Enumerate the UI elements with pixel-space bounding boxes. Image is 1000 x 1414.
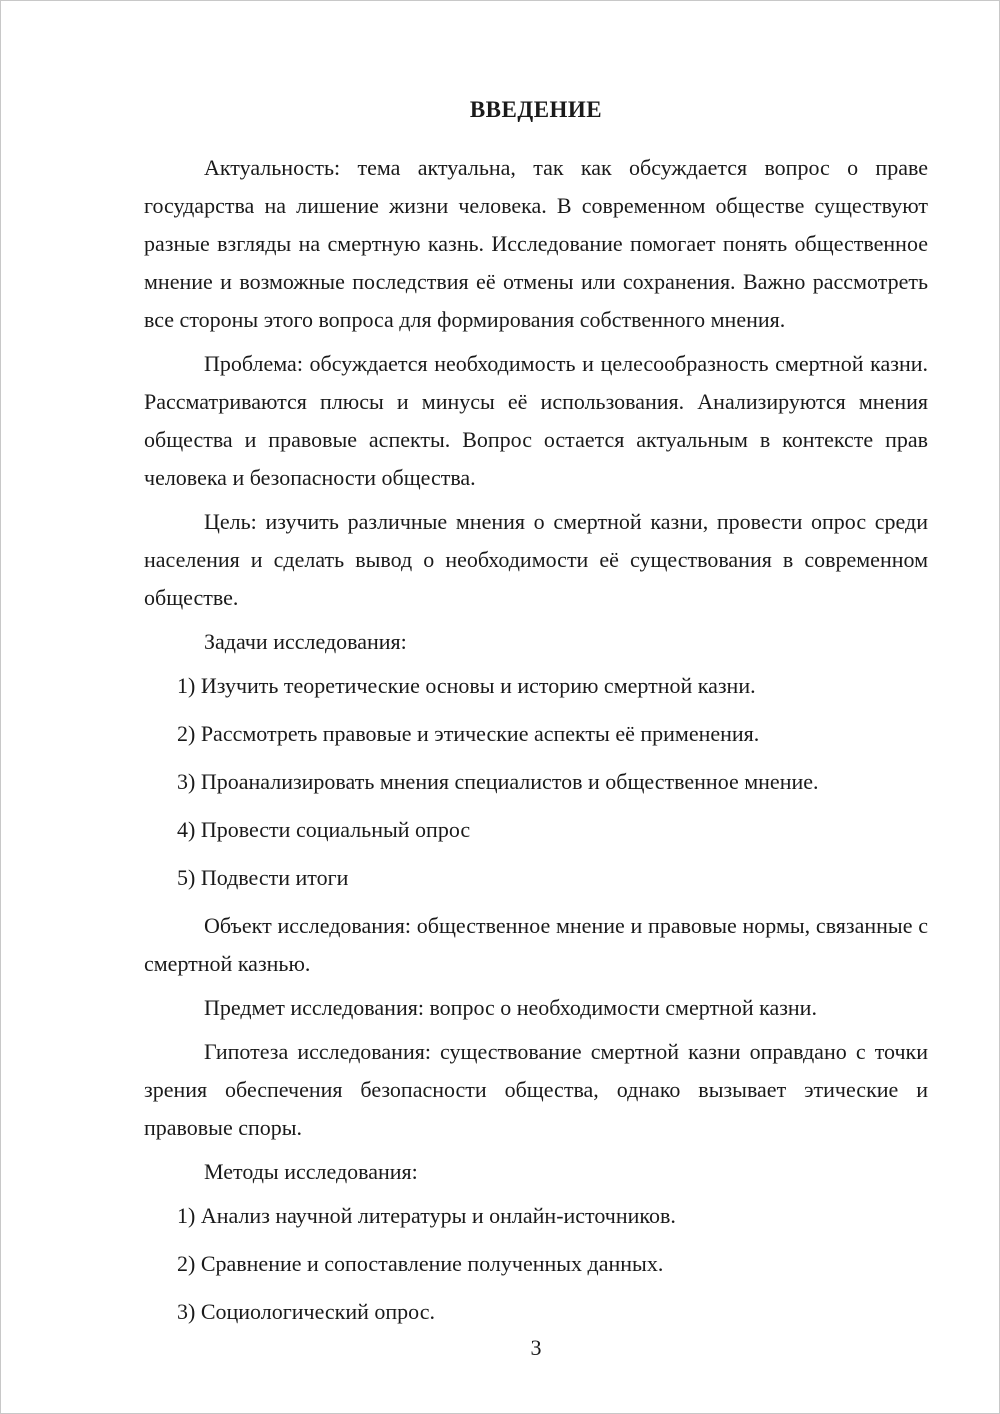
paragraph-hypothesis: Гипотеза исследования: существование смертной казни оправдано с точки зрения обеспечения безопасности общества, однако вызывает этические и правовые споры.: [144, 1039, 928, 1140]
paragraph-goal: Цель: изучить различные мнения о смертной казни, провести опрос среди населения и сделать вывод о необходимости её существования в современном обществе.: [144, 509, 928, 610]
list-item: 2) Рассмотреть правовые и этические аспекты её применения.: [177, 721, 760, 746]
list-item: 3) Проанализировать мнения специалистов и общественное мнение.: [177, 769, 819, 794]
list-item: 4) Провести социальный опрос: [177, 817, 471, 842]
paragraph-object: Объект исследования: общественное мнение и правовые нормы, связанные с смертной казнью.: [144, 913, 928, 976]
paragraph-subject: Предмет исследования: вопрос о необходимости смертной казни.: [204, 995, 817, 1020]
paragraph-relevance: Актуальность: тема актуальна, так как обсуждается вопрос о праве государства на лишение жизни человека. В современном обществе существуют разные взгляды на смертную казнь. Исследование помогает понять общественное мнение и возможные последствия её отмены или сохранения. Важно рассмотреть все стороны этого вопроса для формирования собственного мнения.: [144, 155, 928, 332]
list-item: 1) Анализ научной литературы и онлайн-источников.: [177, 1203, 676, 1228]
paragraph-problem: Проблема: обсуждается необходимость и целесообразность смертной казни. Рассматриваются плюсы и минусы её использования. Анализируются мнения общества и правовые аспекты. Вопрос остается актуальным в контексте прав человека и безопасности общества.: [144, 351, 928, 490]
methods-heading: Методы исследования:: [204, 1159, 418, 1184]
tasks-list: [144, 667, 928, 897]
list-item: 5) Подвести итоги: [177, 865, 349, 890]
list-item: 3) Социологический опрос.: [177, 1299, 435, 1324]
list-item: 1) Изучить теоретические основы и историю смертной казни.: [177, 673, 756, 698]
list-item: 2) Сравнение и сопоставление полученных данных.: [177, 1251, 664, 1276]
page-number: 3: [530, 1335, 542, 1360]
page-title: ВВЕДЕНИЕ: [469, 97, 603, 122]
methods-list: [144, 1197, 928, 1331]
tasks-heading: Задачи исследования:: [204, 629, 407, 654]
